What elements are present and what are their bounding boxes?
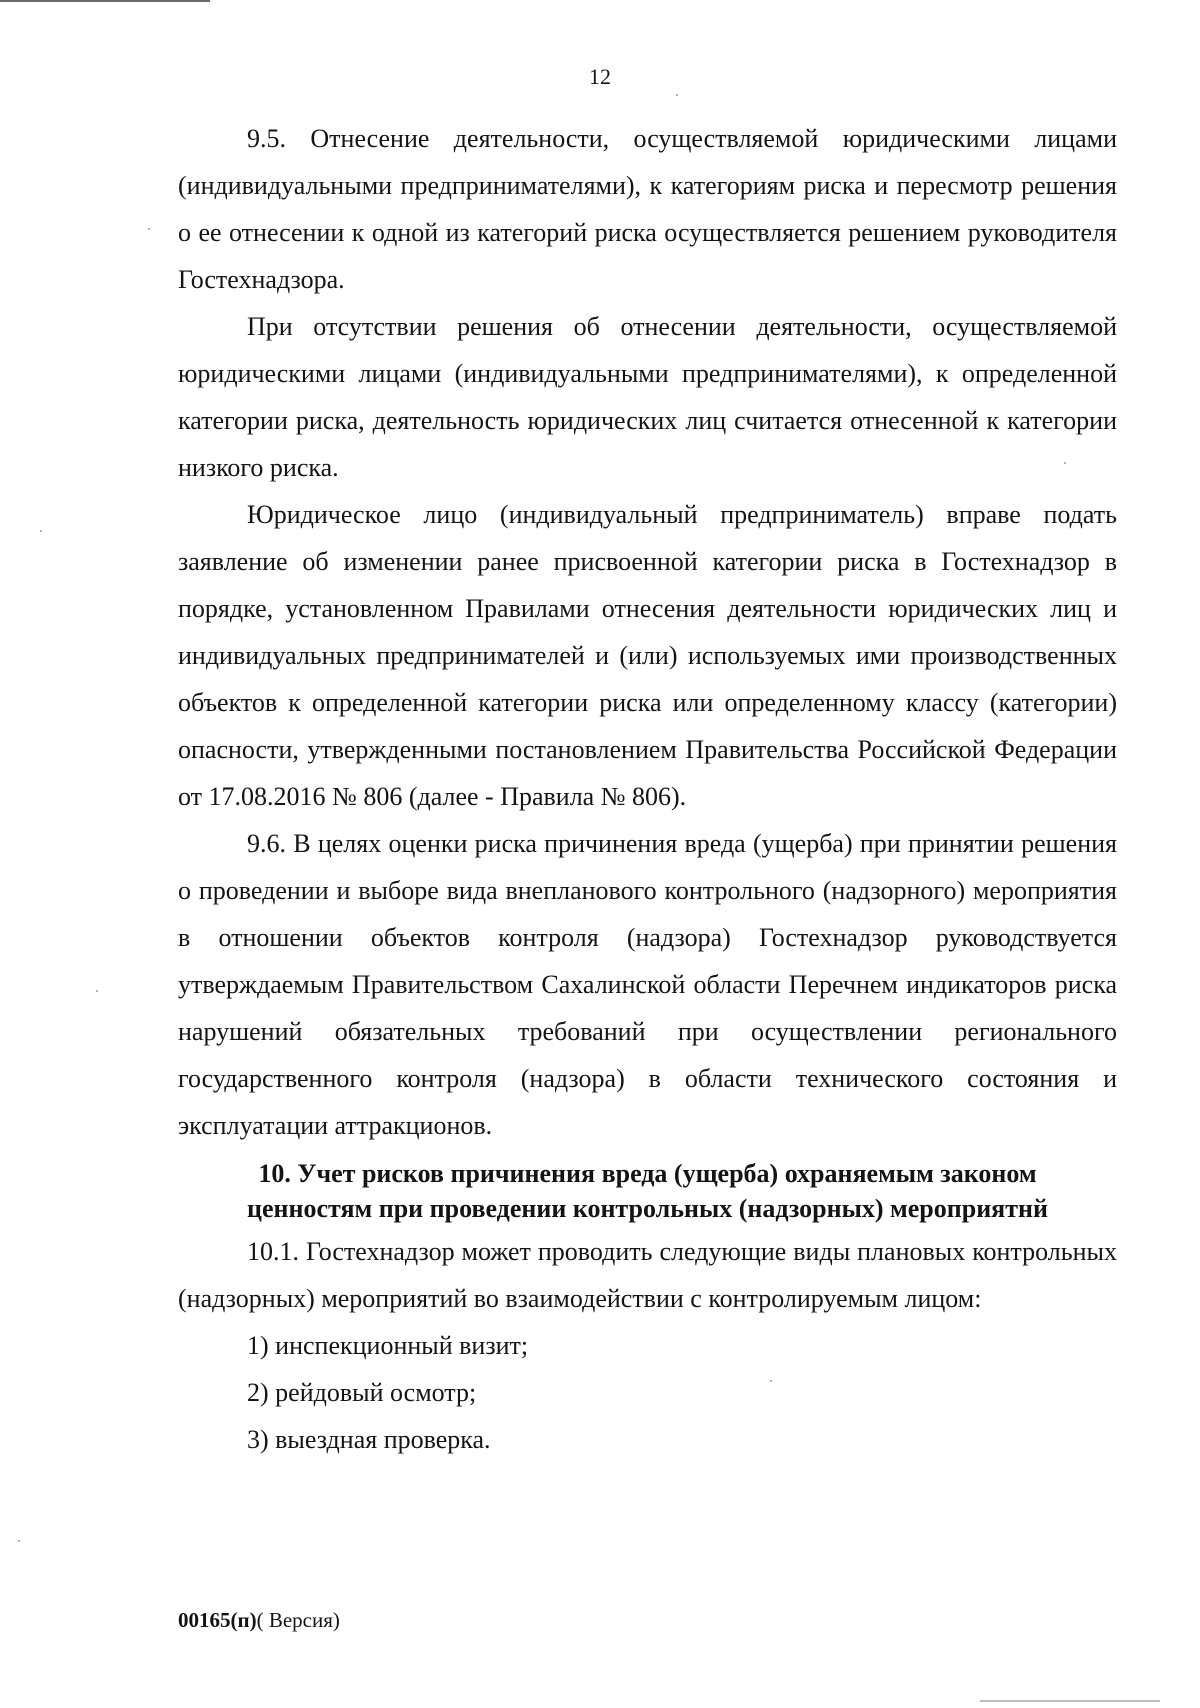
- document-body: [178, 115, 1117, 1463]
- scan-edge-line: [0, 0, 210, 2]
- document-version: ( Версия): [256, 1608, 340, 1632]
- paragraph-10-1: 10.1. Гостехнадзор может проводить следующие виды плановых контрольных (надзорных) мероприятий во взаимодействии с контролируемым лицом:: [178, 1237, 1117, 1313]
- scan-speck: [40, 530, 42, 532]
- paragraph-9-5: 9.5. Отнесение деятельности, осуществляемой юридическими лицами (индивидуальными предпринимателями), к категориям риска и пересмотр решения о ее отнесении к одной из категорий риска осуществляется решением руководителя Гостехнадзора.: [178, 124, 1117, 294]
- page-number: 12: [589, 64, 611, 89]
- list-item-raid-inspection: 2) рейдовый осмотр;: [247, 1378, 477, 1407]
- document-code: 00165(п): [178, 1608, 257, 1632]
- scan-speck: [676, 94, 678, 96]
- section-heading-line-1: 10. Учет рисков причинения вреда (ущерба) охраняемым законом: [258, 1159, 1037, 1188]
- paragraph-9-6: 9.6. В целях оценки риска причинения вреда (ущерба) при принятии решения о проведении и выборе вида внепланового контрольного (надзорного) мероприятия в отношении объектов контроля (надзора) Гостехнадзор руководствуется утверждаемым Правительством Сахалинской области Перечнем индикаторов риска нарушений обязательных требований при осуществлении регионального государственного контроля (надзора) в области технического состояния и эксплуатации аттракционов.: [178, 829, 1117, 1140]
- scan-speck: [770, 1380, 772, 1382]
- scan-speck: [18, 1540, 20, 1542]
- scan-edge-line-bottom: [980, 1700, 1160, 1702]
- document-footer: [178, 1608, 340, 1633]
- paragraph-legal-entity-application: Юридическое лицо (индивидуальный предприниматель) вправе подать заявление об изменении ранее присвоенной категории риска в Гостехнадзор в порядке, установленном Правилами отнесения деятельности юридических лиц и индивидуальных предпринимателей и (или) используемых ими производственных объектов к определенной категории риска или определенному классу (категории) опасности, утвержденными постановлением Правительства Российской Федерации от 17.08.2016 № 806 (далее - Правила № 806).: [178, 500, 1117, 811]
- scan-speck: [1064, 462, 1066, 464]
- paragraph-no-decision: При отсутствии решения об отнесении деятельности, осуществляемой юридическими лицами (индивидуальными предпринимателями), к определенной категории риска, деятельность юридических лиц считается отнесенной к категории низкого риска.: [178, 312, 1117, 482]
- list-item-inspection-visit: 1) инспекционный визит;: [247, 1331, 529, 1360]
- list-item-field-check: 3) выездная проверка.: [247, 1425, 491, 1454]
- scan-speck: [148, 228, 150, 230]
- scan-speck: [96, 990, 98, 992]
- section-heading-line-2: ценностям при проведении контрольных (надзорных) мероприятнй: [247, 1194, 1048, 1223]
- section-heading-10: [178, 1149, 1117, 1228]
